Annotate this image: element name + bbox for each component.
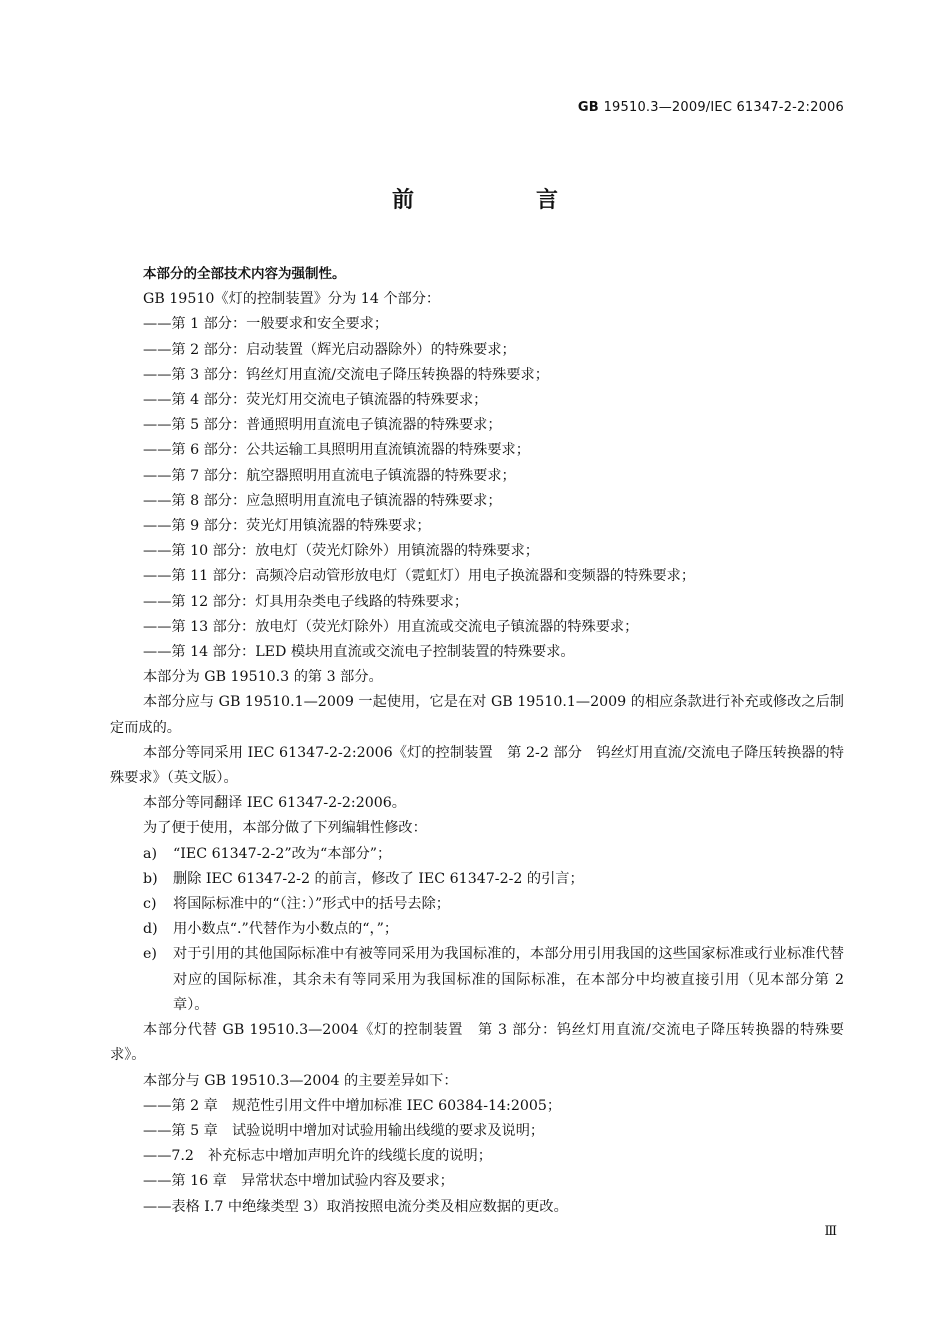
difference-item: ——表格 I.7 中绝缘类型 3）取消按照电流分类及相应数据的更改。 xyxy=(143,1198,568,1215)
part-item: ——第 12 部分：灯具用杂类电子线路的特殊要求； xyxy=(143,593,469,610)
page-title: 前 言 xyxy=(391,188,608,213)
standard-number: 19510.3—2009/IEC 61347-2-2:2006 xyxy=(603,100,844,115)
edit-item-text: 删除 IEC 61347-2-2 的前言，修改了 IEC 61347-2-2 的引言； xyxy=(173,870,584,887)
edit-item-text: 用小数点“.”代替作为小数点的“，”； xyxy=(173,921,399,938)
translation-statement: 本部分等同翻译 IEC 61347-2-2:2006。 xyxy=(143,795,406,812)
edit-item-text: 将国际标准中的“（注：）”形式中的括号去除； xyxy=(173,896,450,913)
difference-item: ——7.2 补充标志中增加声明允许的线缆长度的说明； xyxy=(143,1148,492,1165)
part-item: ——第 9 部分：荧光灯用镇流器的特殊要求； xyxy=(143,518,431,535)
replaces-statement: 本部分代替 GB 19510.3—2004《灯的控制装置 第 3 部分：钨丝灯用直流/交流电子降压转换器的特殊要求》。 xyxy=(110,1022,844,1064)
differences-intro: 本部分与 GB 19510.3—2004 的主要差异如下： xyxy=(143,1072,458,1089)
edit-item xyxy=(110,867,844,892)
part-item: ——第 6 部分：公共运输工具照明用直流镇流器的特殊要求； xyxy=(143,442,530,459)
difference-item: ——第 2 章 规范性引用文件中增加标准 IEC 60384-14:2005； xyxy=(143,1097,562,1114)
difference-item: ——第 5 章 试验说明中增加对试验用输出线缆的要求及说明； xyxy=(143,1122,545,1139)
part-item: ——第 8 部分：应急照明用直流电子镇流器的特殊要求； xyxy=(143,492,502,509)
part-number-statement: 本部分为 GB 19510.3 的第 3 部分。 xyxy=(143,669,383,686)
adoption-statement: 本部分等同采用 IEC 61347-2-2:2006《灯的控制装置 第 2-2 部分 钨丝灯用直流/交流电子降压转换器的特殊要求》（英文版）。 xyxy=(110,744,844,787)
part-item: ——第 2 部分：启动装置（辉光启动器除外）的特殊要求； xyxy=(143,341,516,358)
edit-item-label: c) xyxy=(143,896,157,913)
standard-code: GB xyxy=(577,100,599,115)
edit-item-text: 对于引用的其他国际标准中有被等同采用为我国标准的，本部分用引用我国的这些国家标准或行业标准代替对应的国际标准，其余未有等同采用为我国标准的国际标准，在本部分中均被直接引用（见本部分第 2 章）。 xyxy=(173,946,844,1013)
series-intro: GB 19510《灯的控制装置》分为 14 个部分： xyxy=(143,291,441,308)
part-item: ——第 3 部分：钨丝灯用直流/交流电子降压转换器的特殊要求； xyxy=(143,366,549,383)
part-item: ——第 1 部分：一般要求和安全要求； xyxy=(143,316,389,333)
part-item: ——第 7 部分：航空器照明用直流电子镇流器的特殊要求； xyxy=(143,467,516,484)
part-item: ——第 5 部分：普通照明用直流电子镇流器的特殊要求； xyxy=(143,417,502,434)
part-item: ——第 14 部分：LED 模块用直流或交流电子控制装置的特殊要求。 xyxy=(143,644,575,661)
part-item: ——第 13 部分：放电灯（荧光灯除外）用直流或交流电子镇流器的特殊要求； xyxy=(143,618,639,635)
part-item: ——第 4 部分：荧光灯用交流电子镇流器的特殊要求； xyxy=(143,392,488,409)
page-number: Ⅲ xyxy=(824,1224,838,1239)
part-item: ——第 10 部分：放电灯（荧光灯除外）用镇流器的特殊要求； xyxy=(143,543,539,560)
edit-item-label: a) xyxy=(143,845,157,862)
edit-item-label: e) xyxy=(143,946,157,963)
part-item: ——第 11 部分：高频冷启动管形放电灯（霓虹灯）用电子换流器和变频器的特殊要求； xyxy=(143,568,696,585)
document-body xyxy=(110,262,844,1220)
edits-intro: 为了便于使用，本部分做了下列编辑性修改： xyxy=(143,820,427,837)
edit-item-text: “IEC 61347-2-2”改为“本部分”； xyxy=(173,845,392,862)
edit-item-label: d) xyxy=(143,921,158,938)
edit-item xyxy=(110,892,844,917)
use-with-statement: 本部分应与 GB 19510.1—2009 一起使用，它是在对 GB 19510.1—2009 的相应条款进行补充或修改之后制定而成的。 xyxy=(110,694,844,736)
edit-item xyxy=(110,942,844,1018)
edit-item xyxy=(110,842,844,867)
difference-item: ——第 16 章 异常状态中增加试验内容及要求； xyxy=(143,1173,454,1190)
standard-header xyxy=(578,100,844,115)
mandatory-statement: 本部分的全部技术内容为强制性。 xyxy=(143,266,346,282)
edit-item xyxy=(110,917,844,942)
edit-item-label: b) xyxy=(143,870,158,887)
